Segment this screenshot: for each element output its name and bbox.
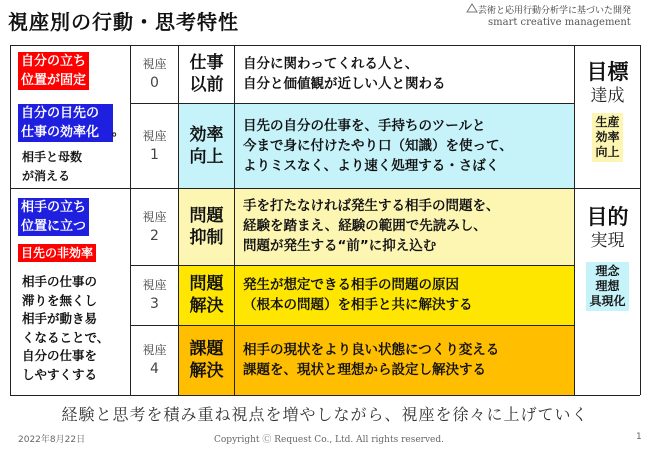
action-cell-4: 課題 解決 bbox=[189, 339, 224, 381]
page-number: 1 bbox=[636, 432, 642, 442]
counterpart-disappears-note: 相手と母数 が消える bbox=[22, 150, 83, 183]
viewza-level-4: 視座 4 bbox=[142, 343, 167, 377]
goal-achievement: 目標 達成 生産 効率 向上 bbox=[575, 60, 640, 162]
description-0: 自分に関わってくれる人と、 自分と価値観が近しい人と関わる bbox=[243, 56, 446, 92]
action-cell-0: 仕事 以前 bbox=[189, 53, 224, 95]
brand-logo-icon bbox=[466, 3, 478, 13]
footer-copyright: Copyright Ⓒ Request Co., Ltd. All rights reserved. bbox=[214, 435, 444, 445]
short-term-inefficiency-tag: 目先の非効率 bbox=[18, 244, 96, 262]
grid-line bbox=[10, 188, 640, 189]
fixed-position-tag: 自分の立ち 位置が固定 bbox=[18, 52, 89, 90]
description-3: 発生が想定できる相手の問題の原因 （根本の問題）を相手と共に解決する bbox=[243, 277, 473, 313]
viewza-level-1: 視座 1 bbox=[142, 128, 167, 163]
grid-line bbox=[640, 45, 641, 395]
action-cell-2: 問題 抑制 bbox=[189, 205, 224, 248]
ideal-realization-tag: 理念 理想 具現化 bbox=[586, 262, 628, 311]
productivity-tag: 生産 効率 向上 bbox=[592, 113, 622, 162]
purpose-realization: 目的 実現 理念 理想 具現化 bbox=[575, 205, 640, 311]
grid-line bbox=[234, 45, 235, 395]
description-1: 目先の自分の仕事を、手持ちのツールと 今まで身に付けたやり口（知識）を使って、 よりミスなく、より速く処理する・さばく bbox=[243, 118, 513, 174]
brand-name: smart creative management bbox=[488, 17, 631, 28]
grid-line bbox=[10, 395, 640, 396]
viewza-level-0: 視座 0 bbox=[142, 57, 167, 91]
counterpart-work-note: 相手の仕事の 滞りを無くし 相手が動き易 くなることで、 自分の仕事を しやすくする bbox=[22, 274, 110, 382]
counterpart-position-tag: 相手の立ち 位置に立つ bbox=[18, 198, 89, 236]
action-cell-1: 効率 向上 bbox=[189, 124, 224, 167]
grid-line bbox=[10, 45, 640, 46]
brand-tagline: 芸術と応用行動分析学に基づいた開発 bbox=[478, 6, 632, 16]
grid-line bbox=[10, 45, 11, 395]
summary-text: 経験と思考を積み重ね視点を増やしながら、視座を徐々に上げていく bbox=[61, 405, 589, 424]
viewza-level-3: 視座 3 bbox=[142, 278, 167, 312]
self-efficiency-tag: 自分の目先の 仕事の効率化 bbox=[18, 104, 113, 142]
description-4: 相手の現状をより良い状態につくり変える 課題を、現状と理想から設定し解決する bbox=[243, 342, 500, 378]
viewza-level-2: 視座 2 bbox=[142, 209, 167, 244]
action-cell-3: 問題 解決 bbox=[189, 274, 224, 316]
description-2: 手を打たなければ発生する相手の問題を、 経験を踏まえ、経験の範囲で先読みし、 問題が発生する“前”に抑え込む bbox=[243, 198, 500, 254]
self-efficiency-suffix: 。 bbox=[112, 124, 125, 138]
footer-date: 2022年8月22日 bbox=[18, 435, 86, 445]
page-title: 視座別の行動・思考特性 bbox=[8, 10, 239, 34]
